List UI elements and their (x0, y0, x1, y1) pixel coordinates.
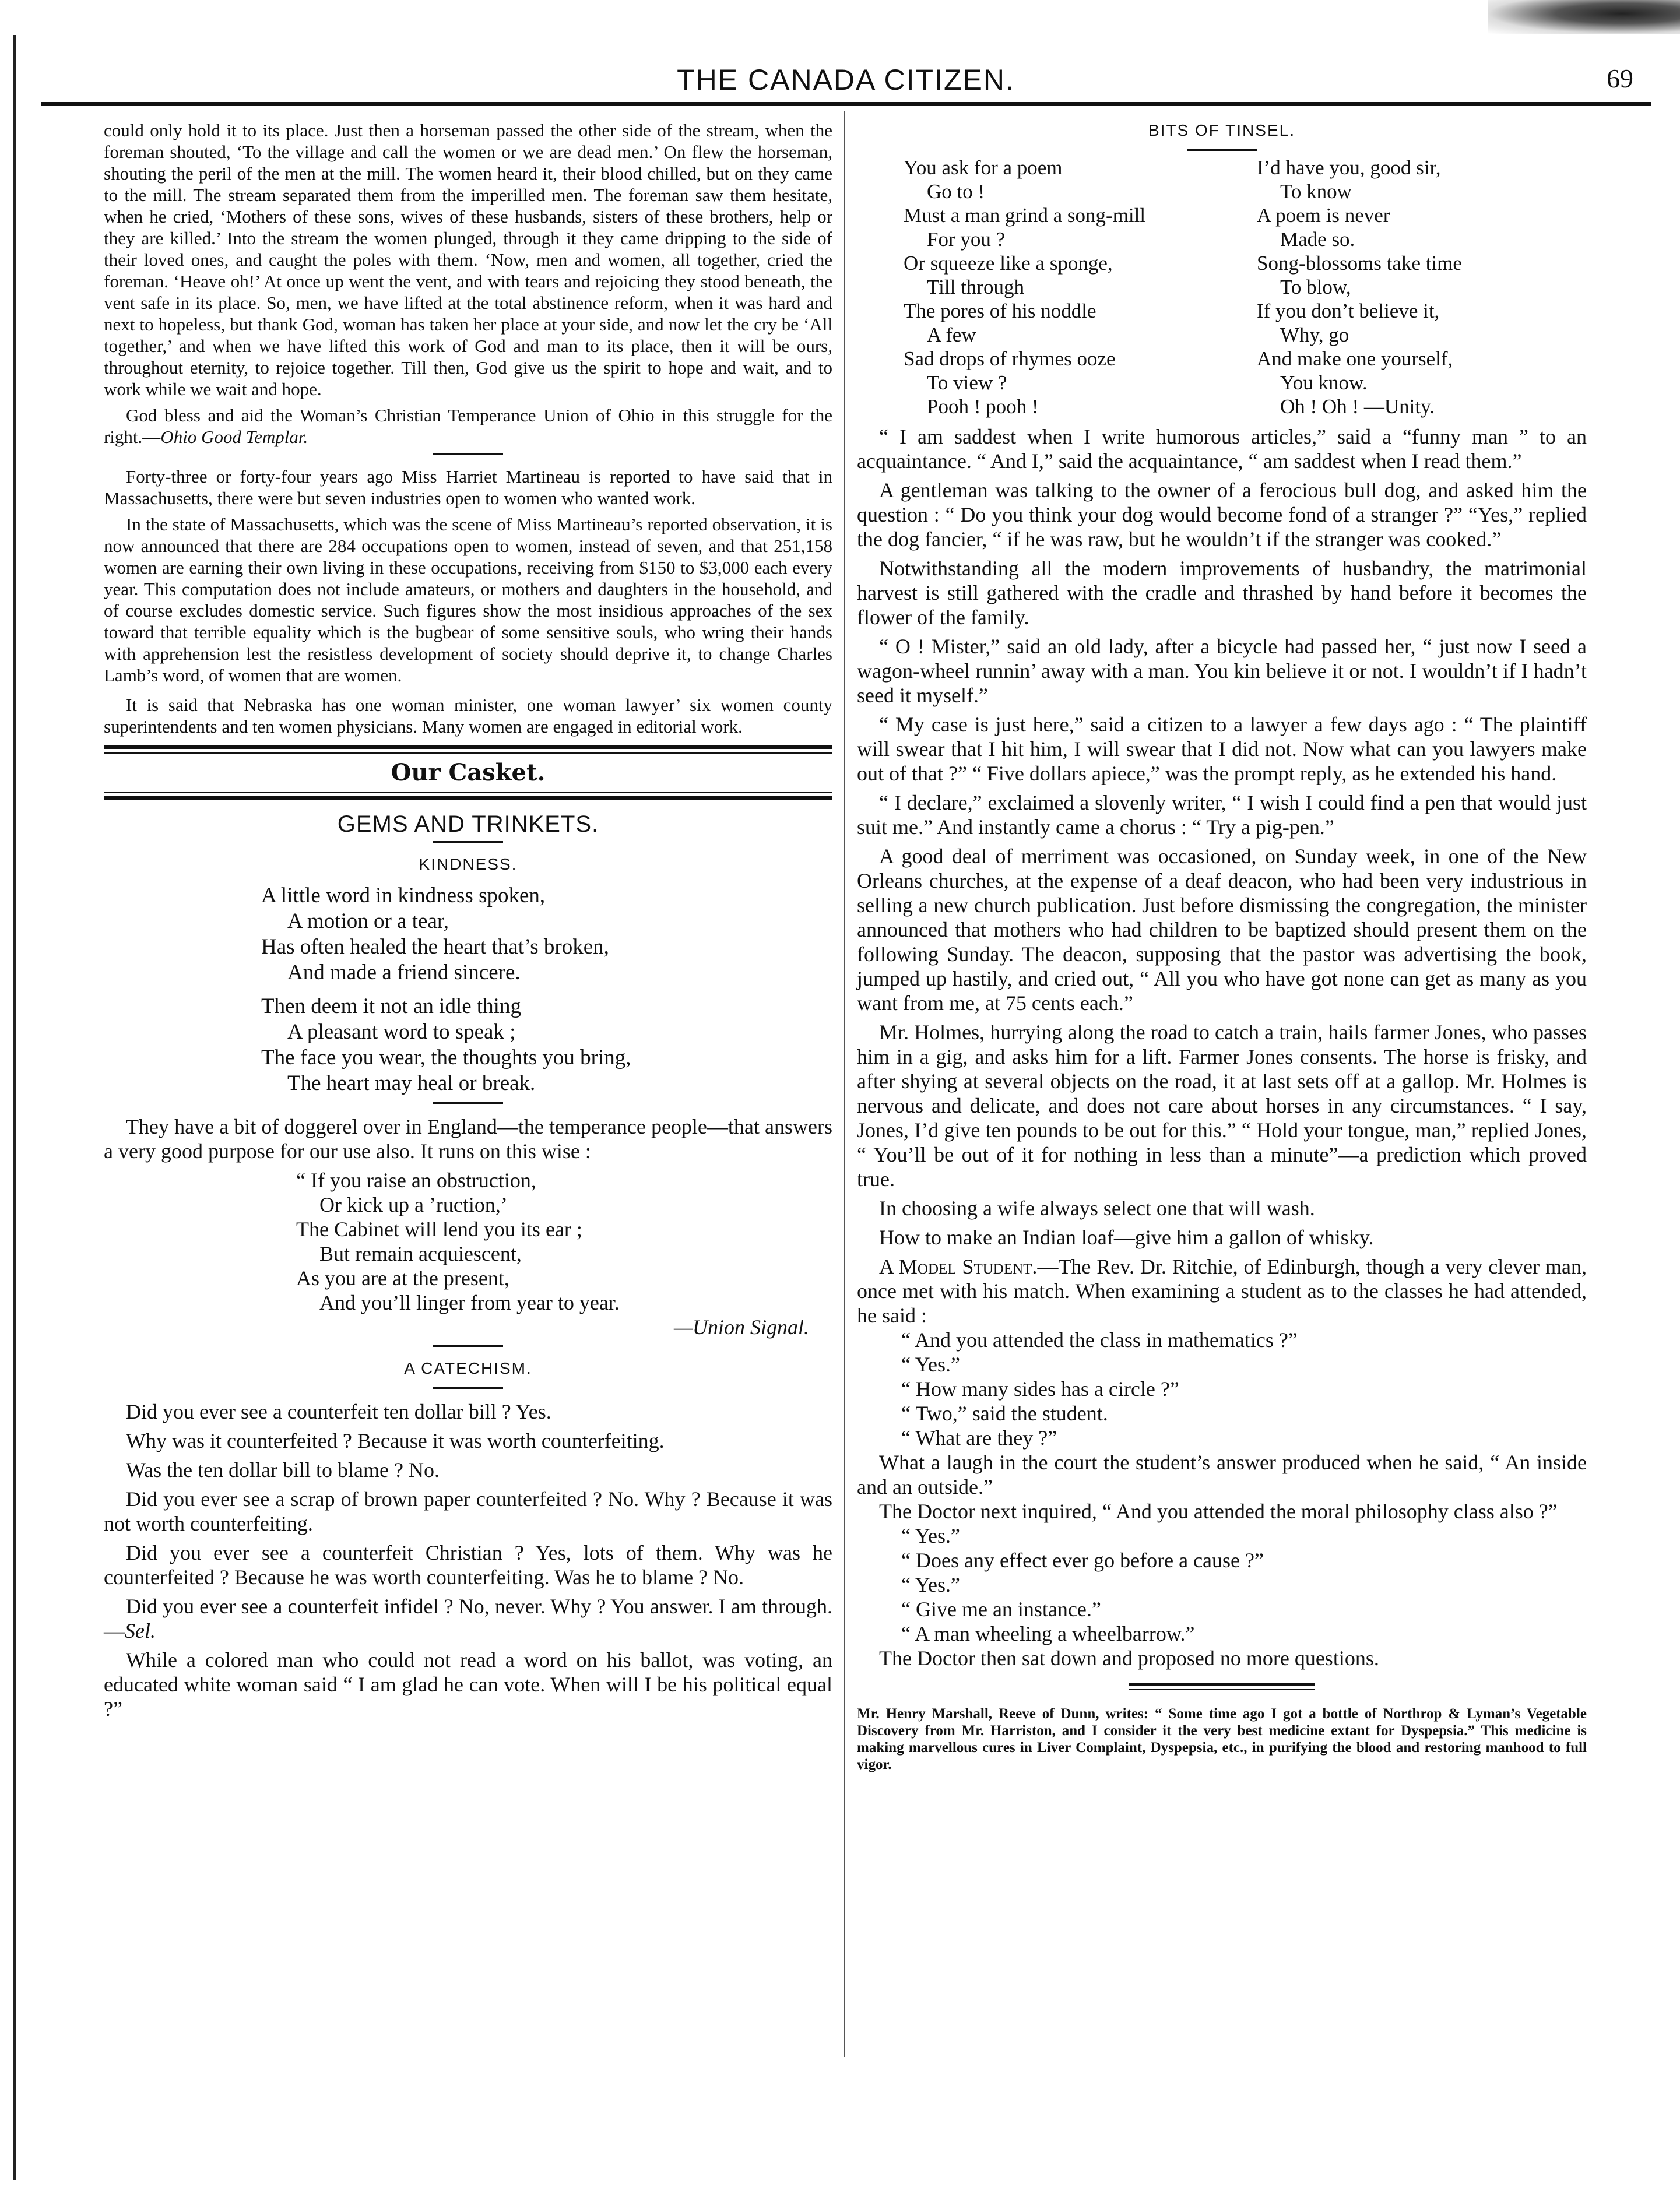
poem-line: And you’ll linger from year to year. (319, 1291, 620, 1314)
dialogue-line: “ Yes.” (901, 1524, 961, 1547)
poem-line: You know. (1280, 371, 1368, 394)
anecdote: What a laugh in the court the student’s answer produced when he said, “ An inside and an outside.” (857, 1451, 1587, 1498)
catechism-line: Did you ever see a scrap of brown paper counterfeited ? No. Why ? Because it was not worth counterfeiting. (104, 1487, 832, 1535)
source-credit: —Union Signal. (673, 1315, 809, 1339)
anecdote: Mr. Holmes, hurrying along the road to catch a train, hails farmer Jones, who passes him in a gig, and asks him for a lift. Farmer Jones consents. The horse is frisky, and after shying at several objects on the road, it at last sets off at a gallop. Mr. Holmes is nervous and delicate, and does not care about horses in any circumstances. “ I say, Jones, I’d give ten pounds to be out for this.” “ Hold your tongue, man,” replied Jones, “ You’ll be out of it for nothing in less than a minute”—a prediction which proved true. (857, 1021, 1587, 1191)
poem-column (857, 156, 1233, 418)
anecdote: The Doctor next inquired, “ And you attended the moral philosophy class also ?” (879, 1500, 1558, 1523)
dialogue-line: “ A man wheeling a wheelbarrow.” (901, 1622, 1195, 1645)
catechism-line: Did you ever see a counterfeit ten dollar bill ? Yes. (126, 1400, 551, 1423)
anecdote: A Model Student.—The Rev. Dr. Ritchie, of Edinburgh, though a very clever man, once met with his match. When examining a student as to the classes he had attended, he said : (857, 1255, 1587, 1327)
poem-line: The heart may heal or break. (287, 1071, 536, 1095)
poem-doggerel (296, 1168, 832, 1315)
poem-line: You ask for a poem (904, 156, 1063, 179)
catechism-line: Did you ever see a counterfeit infidel ? No, never. Why ? You answer. I am through.—Sel. (104, 1595, 832, 1642)
divider (433, 1102, 503, 1104)
poem-line: Or kick up a ’ruction,’ (319, 1193, 508, 1216)
poem-kindness (261, 883, 832, 1096)
poem-line: Why, go (1280, 323, 1349, 346)
article-text: God bless and aid the Woman’s Christian Temperance Union of Ohio in this struggle for the right.—Ohio Good Templar. (104, 405, 832, 447)
source-credit: Sel. (125, 1619, 156, 1642)
poem-line: Or squeeze like a sponge, (904, 252, 1113, 275)
poem-line: To view ? (927, 371, 1007, 394)
dialogue-line: “ Yes.” (901, 1353, 961, 1376)
article-text: It is said that Nebraska has one woman minister, one woman lawyer’ six women county superintendents and ten women physicians. Many women are engaged in editorial work. (104, 695, 832, 737)
section-rule (104, 792, 832, 800)
heading-kindness: KINDNESS. (419, 855, 518, 873)
poem-line: The face you wear, the thoughts you bring, (261, 1046, 631, 1070)
poem-line: The pores of his noddle (904, 300, 1096, 322)
advertisement-note: Mr. Henry Marshall, Reeve of Dunn, writes: “ Some time ago I got a bottle of Northrop & Lyman’s Vegetable Discovery from Mr. Harriston, and I consider it the very best medicine extant for Dyspepsia.” This medicine is making marvellous cures in Liver Complaint, Dyspepsia, etc., in purifying the blood and restoring manhood to full vigor. (857, 1706, 1587, 1772)
divider (433, 841, 503, 843)
dialogue-line: “ What are they ?” (901, 1426, 1057, 1450)
dialogue-line: “ Does any effect ever go before a cause ?” (901, 1549, 1264, 1572)
poem-line: A poem is never (1257, 204, 1390, 227)
poem-line: A motion or a tear, (287, 909, 449, 933)
poem-line: Go to ! (927, 180, 985, 203)
article-text: In the state of Massachusetts, which was the scene of Miss Martineau’s reported observation, it is now announced that there are 284 occupations open to women, instead of seven, and that 251,158 women are earning their own living in these occupations, receiving from $150 to $3,000 each every year. This computation does not include amateurs, or mothers and daughters in the household, and of course excludes domestic service. Such figures show the most insidious approaches of the sex toward that terrible equality which is the bugbear of some sensitive souls, who wring their hands with apprehension lest the resistless development of society should deprive it, to change Charles Lamb’s word, of women that are women. (104, 514, 832, 685)
anecdote: The Doctor then sat down and proposed no more questions. (879, 1647, 1379, 1670)
torn-corner (1488, 0, 1680, 34)
source-credit: Ohio Good Templar. (160, 427, 308, 447)
poem-line: And made a friend sincere. (287, 961, 521, 984)
section-rule (104, 745, 832, 754)
masthead-title: THE CANADA CITIZEN. (677, 64, 1015, 96)
poem-column (1233, 156, 1587, 418)
page-number: 69 (1607, 64, 1633, 93)
dialogue-line: “ Give me an instance.” (901, 1598, 1101, 1621)
poem-line: Then deem it not an idle thing (261, 994, 521, 1018)
anecdote: How to make an Indian loaf—give him a gallon of whisky. (879, 1226, 1374, 1249)
article-text: Forty-three or forty-four years ago Miss Harriet Martineau is reported to have said that in Massachusetts, there were but seven industries open to women who wanted work. (104, 466, 832, 508)
poem-line: To know (1280, 180, 1352, 203)
poem-line: For you ? (927, 228, 1006, 251)
anecdote: “ I am saddest when I write humorous articles,” said a “funny man ” to an acquaintance. “ And I,” said the acquaintance, “ am saddest when I read them.” (857, 425, 1587, 473)
divider (433, 453, 503, 455)
poem-line: “ If you raise an obstruction, (296, 1169, 536, 1192)
dialogue-line: “ Yes.” (901, 1573, 961, 1596)
anecdote-lead: A Model Student. (879, 1255, 1038, 1278)
divider (1129, 1683, 1315, 1690)
divider (1187, 149, 1257, 151)
poem-line: A few (927, 323, 976, 346)
anecdote: “ My case is just here,” said a citizen to a lawyer a few days ago : “ The plaintiff will swear that I hit him, I will swear that I did not. Now what can you lawyers make out of that ?” “ Five dollars apiece,” was the prompt reply, as he extended his hand. (857, 713, 1587, 785)
right-column (857, 119, 1587, 1773)
poem-line: Has often healed the heart that’s broken, (261, 935, 609, 959)
poem-line: To blow, (1280, 276, 1351, 298)
header-rule (41, 102, 1651, 106)
article-text: While a colored man who could not read a word on his ballot, was voting, an educated white woman said “ I am glad he can vote. When will I be his political equal ?” (104, 1648, 832, 1721)
catechism-line: Did you ever see a counterfeit Christian ? Yes, lots of them. Why was he counterfeited ? Because he was worth counterfeiting. Was he to blame ? No. (104, 1541, 832, 1589)
section-title: Our Casket. (391, 759, 546, 786)
heading-gems: GEMS AND TRINKETS. (337, 811, 599, 837)
anecdote: “ O ! Mister,” said an old lady, after a bicycle had passed her, “ just now I seed a wagon-wheel runnin’ away with a man. You kin believe it or not. I wouldn’t if I hadn’t seed it myself.” (857, 635, 1587, 707)
poem-tinsel (857, 156, 1587, 418)
column-rule (844, 111, 845, 2057)
dialogue (857, 1328, 1587, 1450)
article-text: could only hold it to its place. Just then a horseman passed the other side of the stream, when the foreman shouted, ‘To the village and call the women or we are dead men.’ On flew the horseman, shouting the peril of the men at the mill. The women heard it, their blood chilled, but on they came to the mill. The stream separated them from the imperilled men. The foreman saw them hesitate, when he cried, ‘Mothers of these sons, wives of these husbands, sisters of these brothers, help or they are killed.’ Into the stream the women plunged, through it they came dripping to the side of their loved ones, and caught the poles with them. ‘Now, men and women, all together, cried the foreman. ‘Heave oh!’ At once up went the vent, and with tears and rejoicing they stood beneath, the vent safe in its place. So, men, we have lifted at the total abstinence reform, when it was hard and next to hopeless, but thank God, woman has taken her place at your side, and now let the cry be ‘All together,’ and when we have lifted this work of God and man to its place, then it will be ours, throughout eternity, to rejoice together. Till then, God give us the spirit to hope and wait, and to work while we wait and hope. (104, 120, 832, 399)
dialogue-line: “ Two,” said the student. (901, 1402, 1108, 1425)
left-column (104, 119, 832, 1726)
poem-line: But remain acquiescent, (319, 1242, 522, 1265)
dialogue (857, 1524, 1587, 1646)
poem-line: Made so. (1280, 228, 1355, 251)
poem-line: Oh ! Oh ! —Unity. (1280, 395, 1435, 418)
catechism-line: Was the ten dollar bill to blame ? No. (126, 1458, 440, 1482)
poem-line: Till through (927, 276, 1024, 298)
dialogue-line: “ And you attended the class in mathematics ?” (901, 1328, 1298, 1352)
divider (433, 1345, 503, 1347)
anecdote: A good deal of merriment was occasioned, on Sunday week, in one of the New Orleans churches, at the expense of a deaf deacon, who had been very industrious in selling a new church publication. Just before dismissing the congregation, the minister announced that mothers who had children to be baptized should present them on the following Sunday. The deacon, supposing that the pastor was advertising the book, jumped up hastily, and cried out, “ All you who have got none can get as many as you want from me, at 75 cents each.” (857, 845, 1587, 1015)
poem-line: A little word in kindness spoken, (261, 884, 546, 907)
anecdote: A gentleman was talking to the owner of a ferocious bull dog, and asked him the question : “ Do you think your dog would become fond of a stranger ?” “Yes,” replied the dog fancier, “ if he was raw, but he wouldn’t if the stranger was cooked.” (857, 479, 1587, 551)
poem-line: As you are at the present, (296, 1267, 509, 1290)
anecdote: “ I declare,” exclaimed a slovenly writer, “ I wish I could find a pen that would just suit me.” And instantly came a chorus : “ Try a pig-pen.” (857, 791, 1587, 839)
poem-line: A pleasant word to speak ; (287, 1020, 516, 1044)
catechism-line: Why was it counterfeited ? Because it was worth counterfeiting. (126, 1429, 665, 1452)
heading-catechism: A CATECHISM. (404, 1359, 532, 1377)
dialogue-line: “ How many sides has a circle ?” (901, 1377, 1179, 1401)
poem-line: If you don’t believe it, (1257, 300, 1440, 322)
article-text: They have a bit of doggerel over in England—the temperance people—that answers a very good purpose for our use also. It runs on this wise : (104, 1115, 832, 1163)
poem-line: I’d have you, good sir, (1257, 156, 1441, 179)
poem-line: And make one yourself, (1257, 347, 1453, 370)
poem-line: The Cabinet will lend you its ear ; (296, 1218, 582, 1241)
poem-line: Must a man grind a song-mill (904, 204, 1146, 227)
poem-line: Song-blossoms take time (1257, 252, 1462, 275)
poem-line: Sad drops of rhymes ooze (904, 347, 1116, 370)
divider (433, 1387, 503, 1389)
anecdote: Notwithstanding all the modern improvements of husbandry, the matrimonial harvest is still gathered with the cradle and thrashed by hand before it becomes the flower of the family. (857, 557, 1587, 629)
poem-line: Pooh ! pooh ! (927, 395, 1039, 418)
heading-tinsel: BITS OF TINSEL. (1148, 121, 1295, 139)
page-edge (13, 35, 16, 2180)
anecdote: In choosing a wife always select one that will wash. (879, 1197, 1315, 1220)
page-header (41, 63, 1651, 104)
